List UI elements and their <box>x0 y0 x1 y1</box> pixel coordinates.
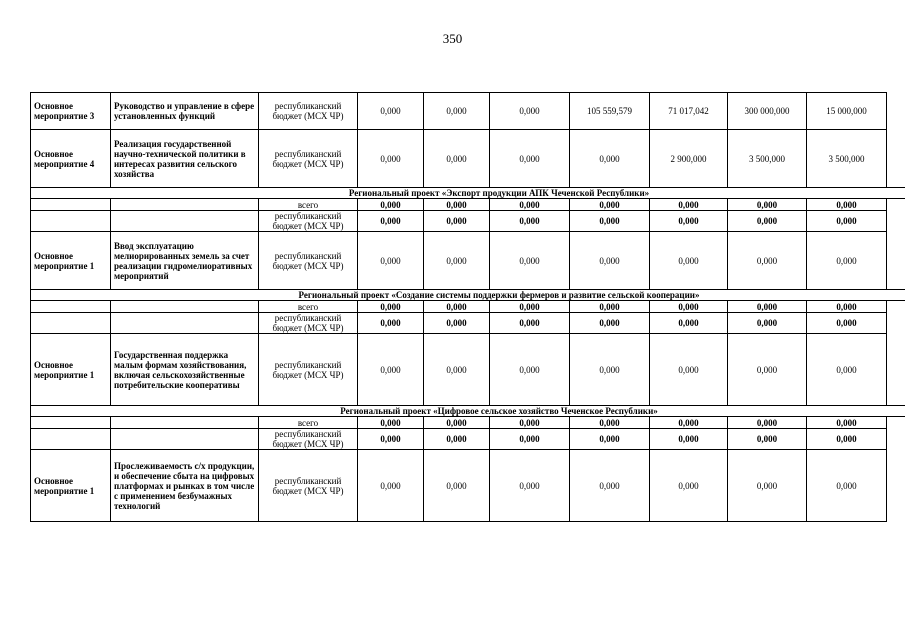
amount-cell: 0,000 <box>650 429 728 450</box>
amount-cell: 0,000 <box>650 417 728 429</box>
amount-cell: 0,000 <box>728 417 807 429</box>
amount-cell: 71 017,042 <box>650 93 728 130</box>
activity-row <box>31 130 905 188</box>
activity-cell <box>31 211 111 232</box>
amount-cell: 0,000 <box>490 211 570 232</box>
amount-cell: 0,000 <box>570 130 650 188</box>
funding-source-cell: республиканский бюджет (МСХ ЧР) <box>259 93 358 130</box>
funding-source-cell: республиканский бюджет (МСХ ЧР) <box>259 232 358 290</box>
section-title: Региональный проект «Цифровое сельское хозяйство Чеченское Республики» <box>31 406 905 417</box>
amount-cell: 0,000 <box>650 313 728 334</box>
amount-cell: 0,000 <box>807 199 887 211</box>
table-body <box>31 93 905 522</box>
activity-cell <box>31 301 111 313</box>
section-row <box>31 406 905 417</box>
activity-name-cell: Прослеживаемость с/х продукции, и обеспечение сбыта на цифровых платформах и рынках в том числе с применением безбумажных технологий <box>111 450 259 522</box>
amount-cell: 0,000 <box>728 313 807 334</box>
funding-source-cell: республиканский бюджет (МСХ ЧР) <box>259 450 358 522</box>
funding-source-cell: республиканский бюджет (МСХ ЧР) <box>259 334 358 406</box>
amount-cell: 0,000 <box>807 211 887 232</box>
page-number: 350 <box>442 31 463 46</box>
amount-cell: 0,000 <box>570 334 650 406</box>
amount-cell: 0,000 <box>807 417 887 429</box>
amount-cell: 0,000 <box>490 417 570 429</box>
amount-cell: 0,000 <box>570 211 650 232</box>
amount-cell: 0,000 <box>650 301 728 313</box>
summary-row <box>31 301 905 313</box>
activity-cell: Основное мероприятие 1 <box>31 232 111 290</box>
amount-cell: 0,000 <box>490 93 570 130</box>
amount-cell: 15 000,000 <box>807 93 887 130</box>
amount-cell: 0,000 <box>728 429 807 450</box>
funding-source-cell: республиканский бюджет (МСХ ЧР) <box>259 130 358 188</box>
amount-cell: 0,000 <box>490 450 570 522</box>
amount-cell: 0,000 <box>728 450 807 522</box>
activity-cell <box>31 313 111 334</box>
activity-cell: Основное мероприятие 1 <box>31 334 111 406</box>
amount-cell: 0,000 <box>807 450 887 522</box>
activity-cell <box>31 417 111 429</box>
amount-cell: 300 000,000 <box>728 93 807 130</box>
activity-cell: Основное мероприятие 1 <box>31 450 111 522</box>
funding-source-cell: республиканский бюджет (МСХ ЧР) <box>259 313 358 334</box>
amount-cell: 0,000 <box>650 334 728 406</box>
activity-name-cell: Ввод эксплуатацию мелиорированных земель за счет реализации гидромелиоративных мероприятий <box>111 232 259 290</box>
activity-cell: Основное мероприятие 4 <box>31 130 111 188</box>
amount-cell: 0,000 <box>424 334 490 406</box>
activity-cell <box>31 199 111 211</box>
amount-cell: 0,000 <box>358 211 424 232</box>
amount-cell: 0,000 <box>650 199 728 211</box>
amount-cell: 0,000 <box>570 232 650 290</box>
amount-cell: 0,000 <box>570 450 650 522</box>
amount-cell: 0,000 <box>490 313 570 334</box>
section-title: Региональный проект «Экспорт продукции АПК Чеченской Республики» <box>31 188 905 199</box>
summary-row <box>31 199 905 211</box>
amount-cell: 0,000 <box>728 301 807 313</box>
activity-name-cell <box>111 417 259 429</box>
funding-source-cell: всего <box>259 417 358 429</box>
amount-cell: 0,000 <box>358 199 424 211</box>
amount-cell: 0,000 <box>358 301 424 313</box>
amount-cell: 0,000 <box>358 450 424 522</box>
activity-cell: Основное мероприятие 3 <box>31 93 111 130</box>
amount-cell: 0,000 <box>424 301 490 313</box>
amount-cell: 0,000 <box>490 199 570 211</box>
summary-row <box>31 211 905 232</box>
amount-cell: 0,000 <box>424 130 490 188</box>
amount-cell: 0,000 <box>490 130 570 188</box>
budget-table <box>30 92 905 522</box>
activity-row <box>31 232 905 290</box>
amount-cell: 0,000 <box>424 199 490 211</box>
amount-cell: 0,000 <box>807 429 887 450</box>
amount-cell: 0,000 <box>490 334 570 406</box>
amount-cell: 0,000 <box>728 199 807 211</box>
summary-row <box>31 429 905 450</box>
amount-cell: 0,000 <box>424 450 490 522</box>
amount-cell: 0,000 <box>424 93 490 130</box>
amount-cell: 0,000 <box>358 417 424 429</box>
amount-cell: 0,000 <box>650 450 728 522</box>
amount-cell: 0,000 <box>728 211 807 232</box>
amount-cell: 0,000 <box>358 130 424 188</box>
activity-name-cell <box>111 211 259 232</box>
amount-cell: 0,000 <box>424 313 490 334</box>
amount-cell: 0,000 <box>728 334 807 406</box>
amount-cell: 0,000 <box>807 334 887 406</box>
amount-cell: 0,000 <box>424 211 490 232</box>
activity-name-cell <box>111 301 259 313</box>
amount-cell: 0,000 <box>424 417 490 429</box>
section-row <box>31 290 905 301</box>
activity-name-cell: Руководство и управление в сфере установленных функций <box>111 93 259 130</box>
activity-name-cell: Реализация государственной научно-технической политики в интересах развития сельского хозяйства <box>111 130 259 188</box>
amount-cell: 0,000 <box>807 313 887 334</box>
amount-cell: 0,000 <box>424 232 490 290</box>
activity-name-cell <box>111 429 259 450</box>
activity-row <box>31 334 905 406</box>
amount-cell: 0,000 <box>728 232 807 290</box>
section-title: Региональный проект «Создание системы поддержки фермеров и развитие сельской кооперации» <box>31 290 905 301</box>
amount-cell: 0,000 <box>570 199 650 211</box>
funding-source-cell: всего <box>259 301 358 313</box>
amount-cell: 3 500,000 <box>728 130 807 188</box>
activity-name-cell <box>111 199 259 211</box>
amount-cell: 0,000 <box>358 334 424 406</box>
amount-cell: 2 900,000 <box>650 130 728 188</box>
funding-source-cell: республиканский бюджет (МСХ ЧР) <box>259 211 358 232</box>
amount-cell: 105 559,579 <box>570 93 650 130</box>
amount-cell: 0,000 <box>358 232 424 290</box>
amount-cell: 0,000 <box>358 93 424 130</box>
amount-cell: 0,000 <box>807 232 887 290</box>
funding-source-cell: республиканский бюджет (МСХ ЧР) <box>259 429 358 450</box>
amount-cell: 0,000 <box>490 232 570 290</box>
amount-cell: 0,000 <box>570 429 650 450</box>
amount-cell: 0,000 <box>650 232 728 290</box>
summary-row <box>31 417 905 429</box>
activity-cell <box>31 429 111 450</box>
funding-source-cell: всего <box>259 199 358 211</box>
amount-cell: 0,000 <box>358 429 424 450</box>
amount-cell: 3 500,000 <box>807 130 887 188</box>
activity-name-cell: Государственная поддержка малым формам хозяйствования, включая сельскохозяйственные потребительские кооперативы <box>111 334 259 406</box>
section-row <box>31 188 905 199</box>
amount-cell: 0,000 <box>570 301 650 313</box>
amount-cell: 0,000 <box>807 301 887 313</box>
amount-cell: 0,000 <box>358 313 424 334</box>
activity-row <box>31 93 905 130</box>
amount-cell: 0,000 <box>570 313 650 334</box>
amount-cell: 0,000 <box>490 429 570 450</box>
amount-cell: 0,000 <box>570 417 650 429</box>
amount-cell: 0,000 <box>650 211 728 232</box>
amount-cell: 0,000 <box>424 429 490 450</box>
summary-row <box>31 313 905 334</box>
activity-name-cell <box>111 313 259 334</box>
activity-row <box>31 450 905 522</box>
amount-cell: 0,000 <box>490 301 570 313</box>
